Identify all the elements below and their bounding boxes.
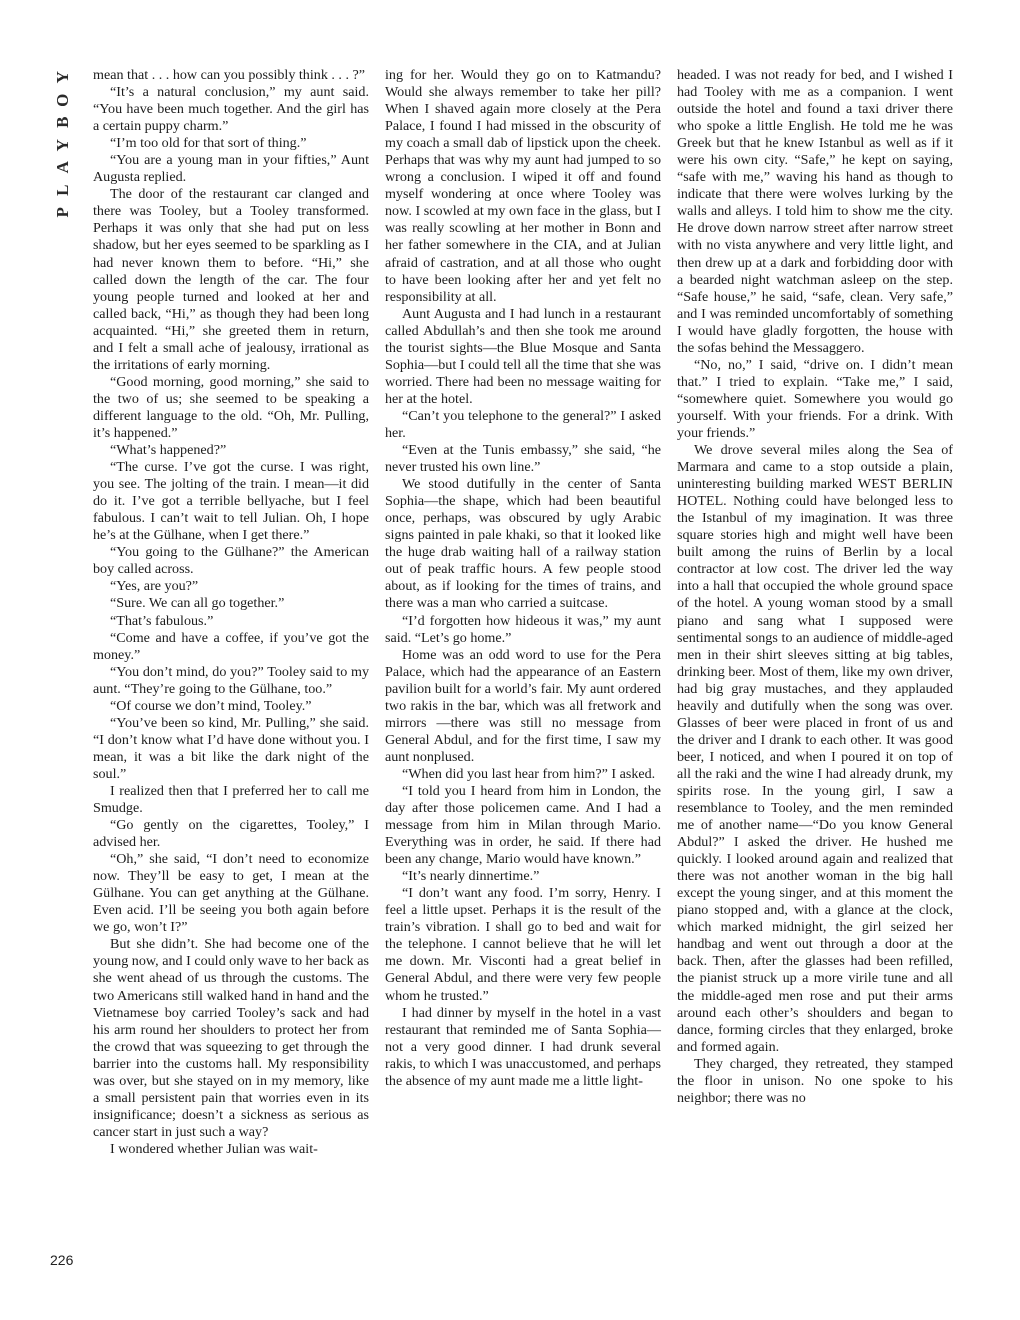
paragraph: “Even at the Tunis embassy,” she said, “he never trusted his own line.”: [385, 442, 661, 476]
magazine-masthead: [52, 66, 74, 224]
text-column-1: [93, 67, 369, 1158]
paragraph: “When did you last hear from him?” I asked.: [402, 765, 656, 782]
paragraph: “What’s happened?”: [110, 442, 227, 459]
paragraph: “Sure. We can all go together.”: [110, 595, 285, 612]
masthead-letter: O: [52, 93, 72, 107]
paragraph: Home was an odd word to use for the Pera Palace, which had the appearance of an Eastern pavilion built for a world’s fair. My aunt ordered two rakis in the bar, which was all fretwork and mirrors —there was still no message from General Abdul, and for the first time, I saw my aunt nonplused.: [385, 646, 661, 765]
paragraph: I wondered whether Julian was wait-: [110, 1140, 318, 1157]
masthead-letter: Y: [52, 71, 72, 84]
paragraph: “I’d forgotten how hideous it was,” my aunt said. “Let’s go home.”: [385, 612, 661, 646]
paragraph: “Of course we don’t mind, Tooley.”: [110, 697, 312, 714]
paragraph: I had dinner by myself in the hotel in a vast restaurant that reminded me of Santa Sophia—not a very good dinner. I had drunk several rakis, to which I was unaccustomed, and perhaps the absence of my aunt made me a little light-: [385, 1004, 661, 1089]
masthead-letter: L: [52, 184, 72, 196]
paragraph: “Oh,” she said, “I don’t need to economize now. They’ll be easy to get, I mean at the Gülhane. You can get anything at the Gülhane. Even acid. I’ll be seeing you both again before we go, won’t I?”: [93, 851, 369, 936]
paragraph: “Can’t you telephone to the general?” I asked her.: [385, 407, 661, 441]
paragraph: I realized then that I preferred her to call me Smudge.: [93, 782, 369, 817]
masthead-letter: Y: [52, 138, 72, 151]
paragraph: But she didn’t. She had become one of the young now, and I could only wave to her back as she went ahead of us through the customs. The two Americans still walked hand in hand and the Vietnamese boy carried Tooley’s sack and had his arm round her shoulders to protect her from the crowd that was squeezing to get through the barrier into the customs hall. My responsibility was over, but she stayed on in my memory, like a small persistent pain that worries even in its insignificance; doesn’t a sickness as serious as cancer start in just such a way?: [93, 936, 369, 1140]
paragraph: “That’s fabulous.”: [110, 612, 214, 629]
paragraph: mean that . . . how can you possibly think . . . ?”: [93, 67, 366, 83]
paragraph: “Yes, are you?”: [110, 578, 199, 595]
paragraph: “No, no,” I said, “drive on. I didn’t mean that.” I tried to explain. “Take me,” I said, “somewhere quiet. Somewhere you would go yourself. With your friends. For a drink. With your friends.”: [677, 356, 953, 441]
paragraph: “I’m too old for that sort of thing.”: [110, 135, 307, 152]
paragraph: They charged, they retreated, they stamped the floor in unison. No one spoke to his neighbor; there was no: [677, 1055, 953, 1106]
paragraph: We stood dutifully in the center of Santa Sophia—the shape, which had been beautiful once, perhaps, was obscured by ugly Arabic signs painted in pale khaki, so that it looked like the huge drab waiting hall of a railway station out of peak traffic hours. A few people stood about, as if looking for the times of trains, and there was a man who carried a suitcase.: [385, 476, 661, 612]
paragraph: The door of the restaurant car clanged and there was Tooley, but a Tooley transformed. Perhaps it was only that she had put on less shadow, but her eyes seemed to be sparkling as I had never known them to before. “Hi,” she called down the length of the car. The four young people turned and looked at her and called back, “Hi,” as though they had been long acquainted. “Hi,” she greeted them in return, and I felt a small ache of jealousy, irrational as the irritations of early morning.: [93, 186, 369, 373]
paragraph: “It’s a natural conclusion,” my aunt said. “You have been much together. And the girl has a certain puppy charm.”: [93, 84, 369, 135]
text-column-2: [385, 67, 661, 1090]
paragraph: “I told you I heard from him in London, the day after those policemen came. And I had a message from him in Milan through Mario. Everything was in order, he said. If there had been any change, Mario would have known.”: [385, 782, 661, 868]
paragraph: “Come and have a coffee, if you’ve got the money.”: [93, 629, 369, 663]
paragraph: “You don’t mind, do you?” Tooley said to my aunt. “They’re going to the Gülhane, too.”: [93, 663, 369, 697]
paragraph: “You are a young man in your fifties,” Aunt Augusta replied.: [93, 152, 369, 186]
paragraph: We drove several miles along the Sea of Marmara and came to a stop outside a plain, uninteresting building marked WEST BERLIN HOTEL. Nothing could have belonged less to the Istanbul of my imagination. It was three square stories high and might well have been built among the ruins of Berlin by a local contractor at low cost. The driver led the way into a hall that occupied the whole ground space of the hotel. A young woman stood by a small piano and sang what I supposed were sentimental songs to an audience of middle-aged men in their shirt sleeves sitting at big tables, drinking beer. Most of them, like my own driver, had big gray mustaches, and they applauded heavily and dutifully when the song was over. Glasses of beer were placed in front of us and the driver and I drank to each other. It was good beer, I noticed, and when I poured it on top of all the raki and the wine I had already drunk, my spirits rose. In the young girl, I saw a resemblance to Tooley, and the men reminded me of another name—“Do you know General Abdul?” I asked the driver. He hushed me quickly. I looked around again and realized that there was not another woman in the big hall except the young singer, and at this moment the piano stopped and, with a glance at the clock, which marked midnight, the girl seized her handbag and went out through a door at the back. Then, after the glasses had been refilled, the pianist struck up a more virile tune and all the middle-aged men rose and put their arms around each other’s shoulders and began to dance, forming circles that they enlarged, broke and formed again.: [677, 442, 953, 1055]
paragraph: “It’s nearly dinnertime.”: [402, 868, 540, 885]
masthead-letter: P: [52, 207, 72, 218]
paragraph: headed. I was not ready for bed, and I wished I had Tooley with me as a companion. I went outside the hotel and found a taxi driver there who spoke a little English. He told me he was Greek but that he knew Istanbul as well as if it were his own city. “Safe,” he kept on saying, “safe with me,” waving his hand as though to indicate that there were wolves lurking by the walls and alleys. I told him to show me the city. He drove down narrow street after narrow street with no vista anywhere and very little light, and then drew up at a dark and forbidding door with a bearded night watchman asleep on the step. “Safe house,” he said, “safe, clean. Very safe,” and I was reminded uncomfortably of something I would have gladly forgotten, the house with the sofas behind the Messaggero.: [677, 67, 953, 356]
masthead-letter: B: [52, 116, 72, 128]
paragraph: “The curse. I’ve got the curse. I was right, you see. The jolting of the train. I mean—it did do it. I’ve got a terrible bellyache, but I feel fabulous. I can’t wait to tell Julian. Oh, I hope he’s at the Gülhane, when I get there.”: [93, 459, 369, 544]
paragraph: “Go gently on the cigarettes, Tooley,” I advised her.: [93, 817, 369, 851]
paragraph: ing for her. Would they go on to Katmandu? Would she always remember to take her pill? When I shaved again more closely at the Pera Palace, I found I had missed in the obscurity of my coach a small dab of lipstick upon the cheek. Perhaps that was why my aunt had jumped to so wrong a conclusion. I wiped it off and found myself wondering at once where Tooley was now. I scowled at my own face in the glass, but I was really scowling at her mother in Bonn and her father somewhere in the CIA, and at Julian afraid of castration, and at all those who ought to have been looking after her and yet felt no responsibility at all.: [385, 67, 661, 305]
text-column-3: [677, 67, 953, 1107]
paragraph: “I don’t want any food. I’m sorry, Henry. I feel a little upset. Perhaps it is the result of the train’s vibration. I shall go to bed and wait for the telephone. I cannot believe that he will let me down. Mr. Visconti had a great belief in General Abdul, and there were very few people whom he trusted.”: [385, 885, 661, 1004]
paragraph: “You’ve been so kind, Mr. Pulling,” she said. “I don’t know what I’d have done without you. I mean, it was a bit like the dark night of the soul.”: [93, 714, 369, 782]
paragraph: Aunt Augusta and I had lunch in a restaurant called Abdullah’s and then she took me around the tourist sights—the Blue Mosque and Santa Sophia—but I could tell all the time that she was worried. There had been no message waiting for her at the hotel.: [385, 305, 661, 407]
paragraph: “You going to the Gülhane?” the American boy called across.: [93, 544, 369, 578]
masthead-letter: A: [52, 161, 72, 174]
paragraph: “Good morning, good morning,” she said to the two of us; she seemed to be speaking a different language to the old. “Oh, Mr. Pulling, it’s happened.”: [93, 373, 369, 441]
page-number: 226: [50, 1252, 74, 1268]
